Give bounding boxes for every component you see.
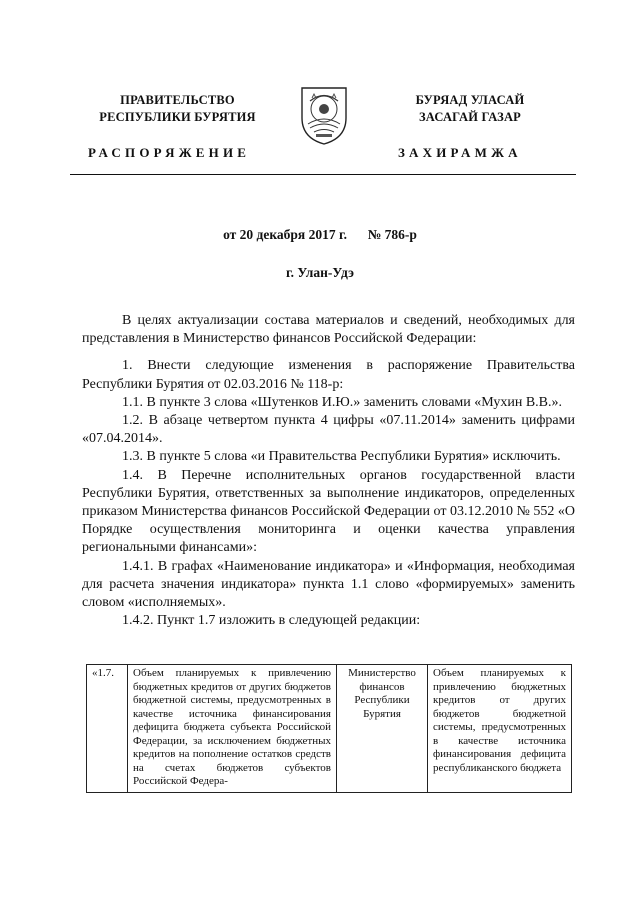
government-name-buryat xyxy=(370,92,570,126)
paragraph-1-1: 1.1. В пункте 3 слова «Шутенков И.Ю.» заменить словами «Мухин В.В.». xyxy=(122,394,563,410)
table-cell-information: Объем планируемых к привлечению бюджетных кредитов от других бюджетов бюджетной системы, предусмотренных в качестве источника финансирования дефицита республиканского бюджета xyxy=(428,665,572,793)
document-body xyxy=(82,312,575,630)
document-type-buryat: ЗАХИРАМЖА xyxy=(398,145,522,160)
document-date-number xyxy=(0,227,640,243)
table-cell-responsible: Министерство финансов Республики Бурятия xyxy=(337,665,428,793)
paragraph-1-3: 1.3. В пункте 5 слова «и Правительства Республики Бурятия» исключить. xyxy=(122,449,561,465)
table-cell-indicator: Объем планируемых к привлечению бюджетных кредитов от других бюджетов бюджетной системы, предусмотренных в качестве источника финансирования дефицита бюджета субъекта Российской Федерации, за исключением бюджетных кредитов на пополнение остатков средств на счетах бюджетов субъектов Российской Федера- xyxy=(128,665,337,793)
paragraph-1-2: 1.2. В абзаце четвертом пункта 4 цифры «07.11.2014» заменить цифрами «07.04.2014». xyxy=(82,413,575,447)
government-line-1: ПРАВИТЕЛЬСТВО xyxy=(120,93,235,107)
paragraph-1-4: 1.4. В Перечне исполнительных органов государственной власти Республики Бурятия, ответственных за выполнение индикаторов, определенных приказом Министерства финансов Российской Федерации от 03.12.2010 № 552 «О Порядке осуществления мониторинга и оценки качества управления региональными финансами»: xyxy=(82,467,575,556)
paragraph-preamble: В целях актуализации состава материалов и сведений, необходимых для представления в Министерство финансов Российской Федерации: xyxy=(82,313,575,347)
government-name-russian xyxy=(70,92,285,126)
government-buryat-line-2: ЗАСАГАЙ ГАЗАР xyxy=(418,110,522,124)
government-line-2: РЕСПУБЛИКИ БУРЯТИЯ xyxy=(99,110,256,124)
document-type-russian: РАСПОРЯЖЕНИЕ xyxy=(88,145,251,160)
government-buryat-line-1: БУРЯАД УЛАСАЙ xyxy=(415,93,525,107)
paragraph-1-4-1: 1.4.1. В графах «Наименование индикатора» и «Информация, необходимая для расчета значения индикатора» пункта 1.1 слово «формируемых» заменить словом «исполняемых». xyxy=(82,558,575,611)
document-date: от 20 декабря 2017 г. xyxy=(223,227,347,242)
indicator-table xyxy=(86,664,572,793)
document-number: № 786-р xyxy=(367,227,417,242)
paragraph-1: 1. Внести следующие изменения в распоряжение Правительства Республики Бурятия от 02.03.2016 № 118-р: xyxy=(82,358,575,392)
table-cell-number: «1.7. xyxy=(87,665,128,793)
document-city: г. Улан-Удэ xyxy=(286,265,354,280)
header-divider xyxy=(70,174,576,175)
coat-of-arms-emblem-icon xyxy=(298,84,350,146)
table-row xyxy=(87,665,572,793)
paragraph-1-4-2: 1.4.2. Пункт 1.7 изложить в следующей редакции: xyxy=(122,613,421,629)
